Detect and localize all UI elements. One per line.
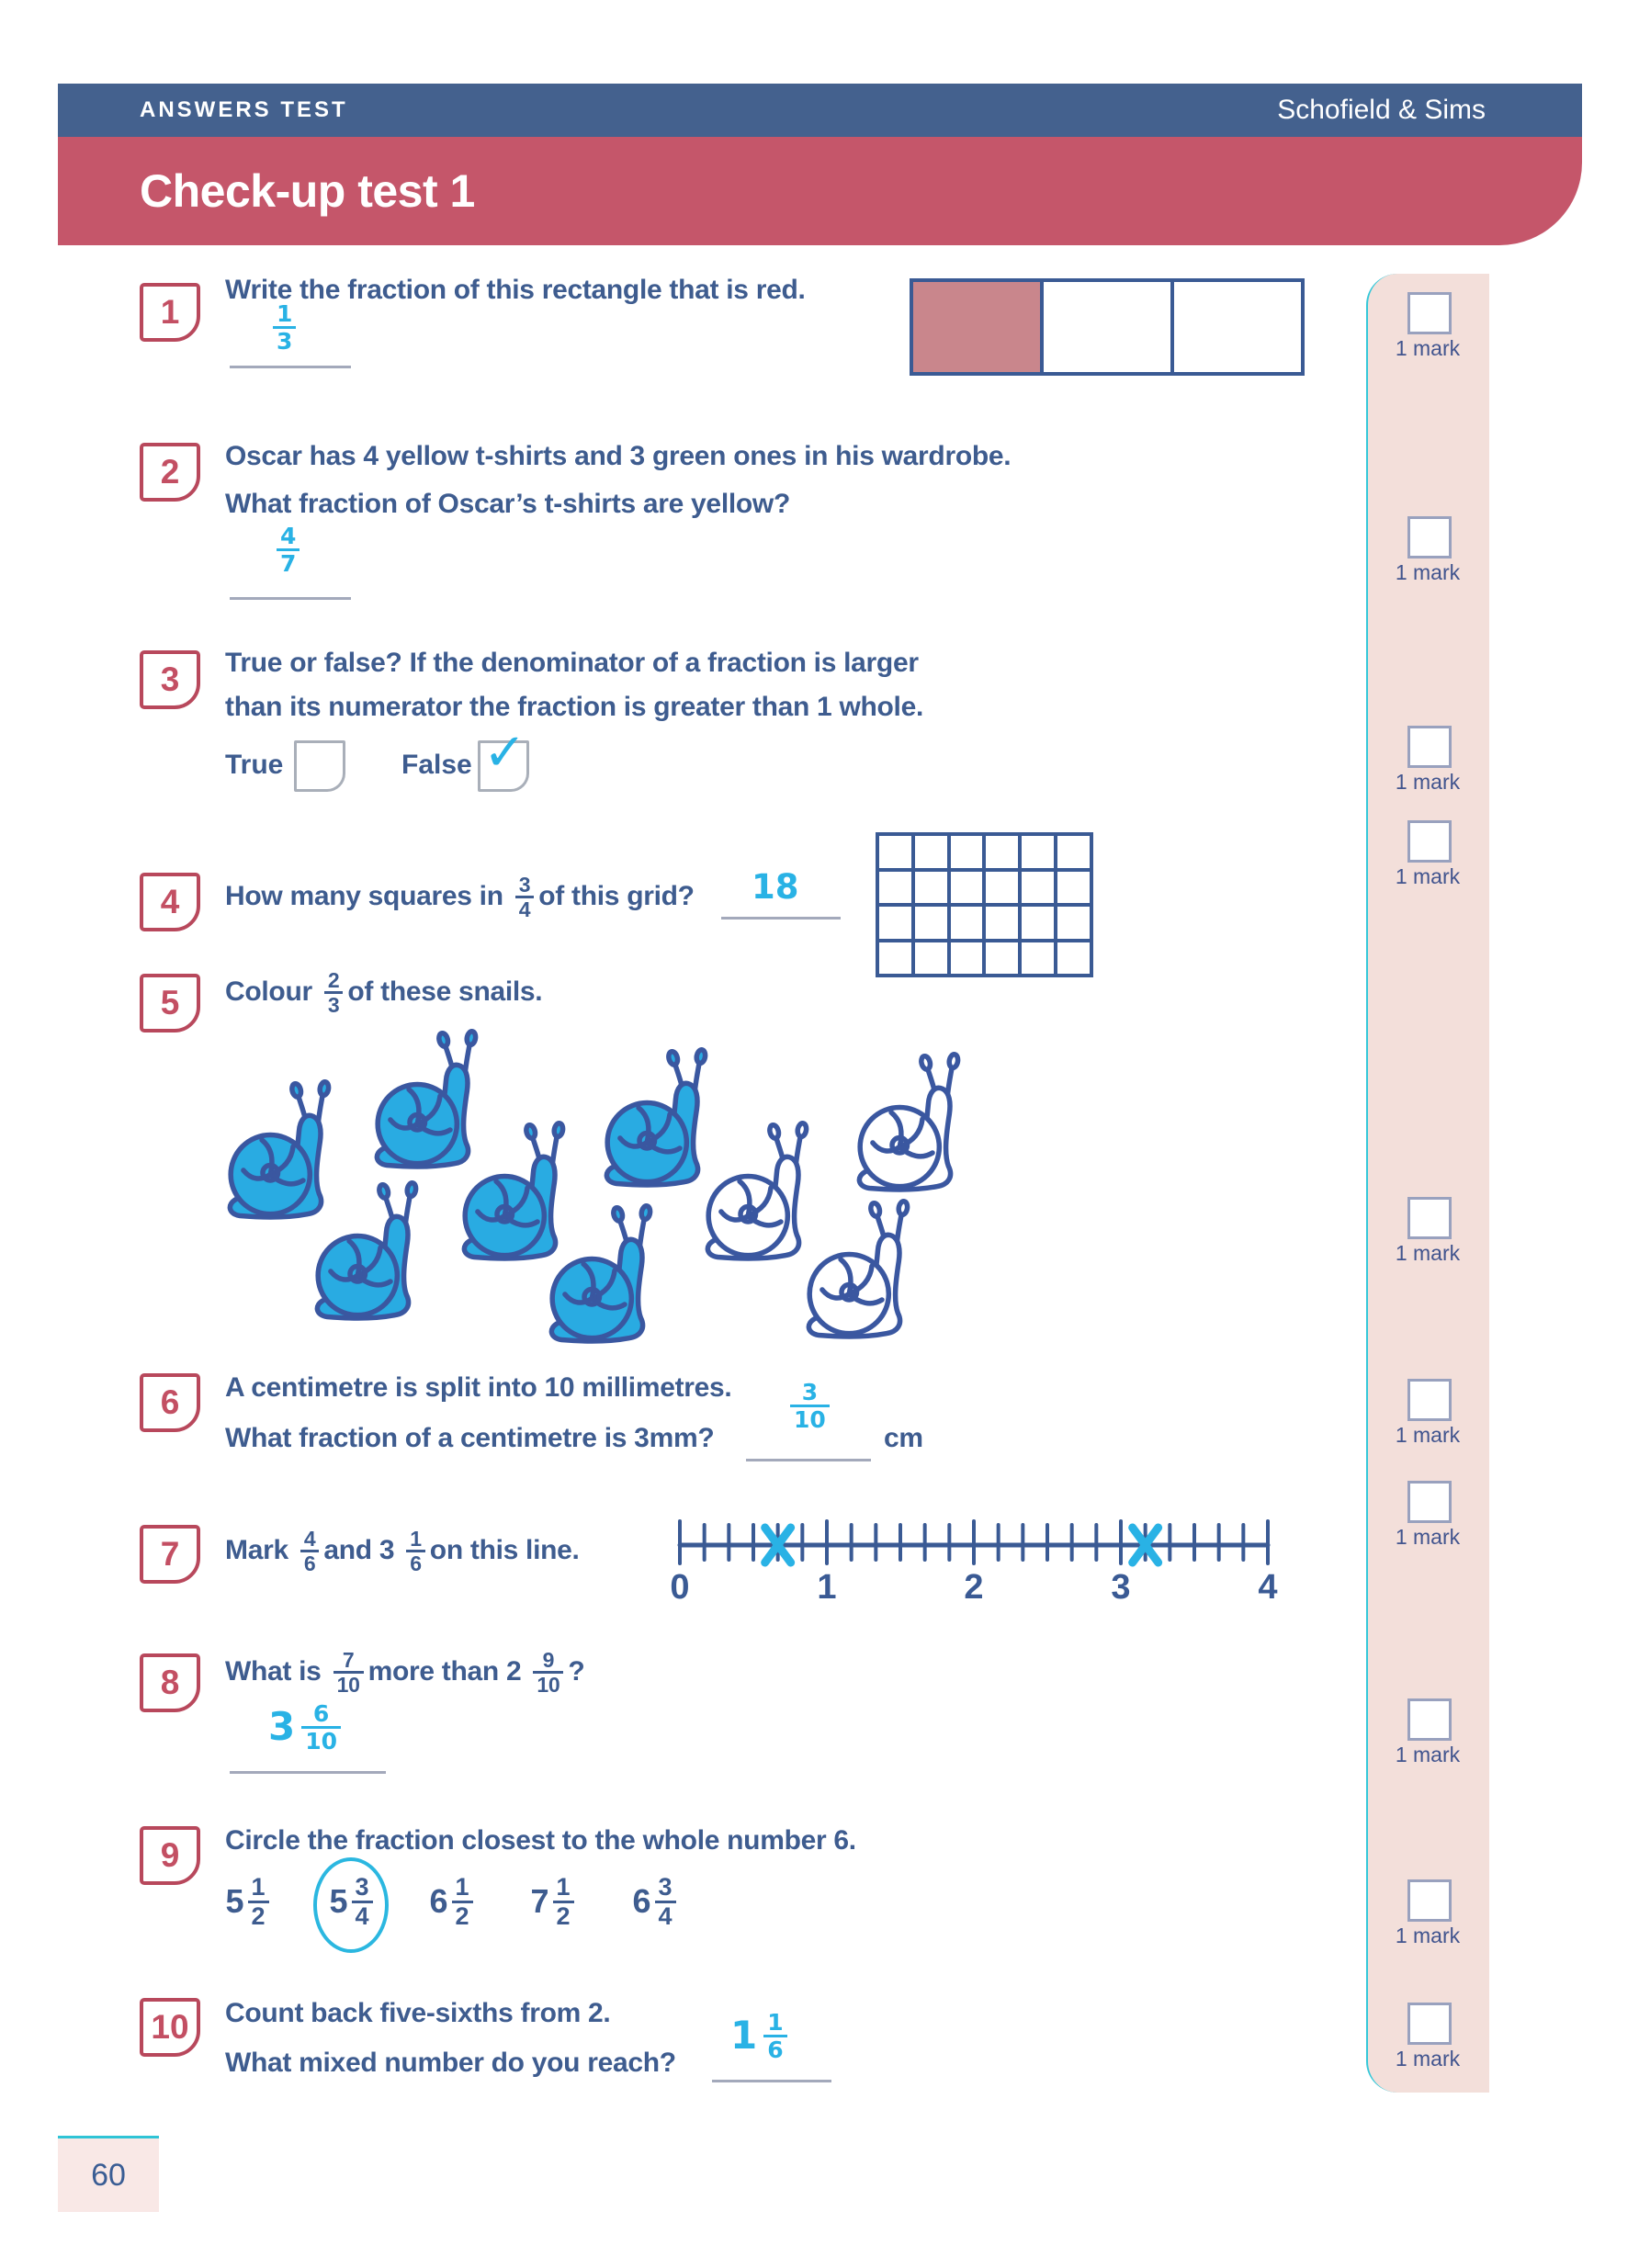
grid-cell xyxy=(879,907,911,939)
question-10-text-line2: What mixed number do you reach? xyxy=(225,2048,676,2078)
mark-label: 1 mark xyxy=(1395,1924,1461,1947)
mark-label: 1 mark xyxy=(1395,1241,1461,1265)
fraction: $\frac{3}{4}$ xyxy=(515,874,535,921)
question-3-text-line2: than its numerator the fraction is greater than 1 whole. xyxy=(225,692,924,722)
check-icon: ✓ xyxy=(483,723,526,783)
mark-label: 1 mark xyxy=(1395,770,1461,794)
question-4-text: How many squares in $\frac{3}{4}$ of this grid? xyxy=(225,872,695,921)
grid-cell xyxy=(915,907,947,939)
fraction: $\frac{3}{4}$ xyxy=(352,1875,373,1929)
mark-label: 1 mark xyxy=(1395,1423,1461,1447)
question-1-answer-line xyxy=(230,366,351,368)
mark-checkbox[interactable] xyxy=(1407,1379,1452,1421)
question-7-number: 7 xyxy=(140,1525,200,1584)
mark-checkbox[interactable] xyxy=(1407,292,1452,334)
mark-label: 1 mark xyxy=(1395,1525,1461,1549)
fraction: $\frac{6}{10}$ xyxy=(301,1702,341,1753)
question-6-answer-line xyxy=(746,1459,871,1461)
grid-cell xyxy=(951,836,983,868)
fraction: $\frac{2}{3}$ xyxy=(324,970,344,1017)
question-2-text-line2: What fraction of Oscar’s t-shirts are yellow? xyxy=(225,489,790,519)
question-2-text-line1: Oscar has 4 yellow t-shirts and 3 green ones in his wardrobe. xyxy=(225,441,1012,471)
question-10-answer: 1 $\frac{1}{6}$ xyxy=(730,2010,792,2060)
grid-cell xyxy=(1057,942,1090,975)
number-line-label: 3 xyxy=(1111,1568,1131,1607)
grid-cell xyxy=(915,836,947,868)
grid-cell xyxy=(1057,872,1090,904)
grid-cell xyxy=(986,872,1018,904)
question-2-answer xyxy=(272,523,304,577)
grid-cell xyxy=(986,907,1018,939)
number-line-svg xyxy=(669,1497,1283,1608)
fraction: $\frac{4}{7}$ xyxy=(277,525,300,575)
snail-icon[interactable] xyxy=(306,1180,435,1332)
grid-cell xyxy=(879,836,911,868)
fraction: $\frac{1}{2}$ xyxy=(248,1875,269,1929)
question-8-text: What is $\frac{7}{10}$ more than 2 $\frac{9}{10}$ ? xyxy=(225,1647,585,1697)
snail-uncoloured xyxy=(848,1052,977,1203)
snail-icon[interactable] xyxy=(540,1203,669,1355)
fraction: $\frac{1}{6}$ xyxy=(763,2011,786,2061)
series-label: ANSWERS TEST xyxy=(140,97,348,122)
question-6-text-line2: What fraction of a centimetre is 3mm? xyxy=(225,1423,715,1453)
question-4-number: 4 xyxy=(140,873,200,931)
mark-checkbox[interactable] xyxy=(1407,1197,1452,1239)
question-9-number: 9 xyxy=(140,1826,200,1885)
grid-cell xyxy=(915,872,947,904)
rectangle-cell xyxy=(1170,278,1305,376)
question-4-answer: 18 xyxy=(752,867,799,907)
fraction-option[interactable]: 6 $\frac{3}{4}$ xyxy=(604,1857,705,1946)
grid-cell xyxy=(951,872,983,904)
mark-checkbox[interactable] xyxy=(1407,1698,1452,1741)
mark-checkbox[interactable] xyxy=(1407,516,1452,559)
title-banner xyxy=(58,137,1582,245)
fraction-option[interactable]: 5 $\frac{3}{4}$ xyxy=(300,1857,401,1946)
question-5-text: Colour $\frac{2}{3}$ of these snails. xyxy=(225,967,543,1017)
fraction-option[interactable]: 7 $\frac{1}{2}$ xyxy=(502,1857,603,1946)
rectangle-cell xyxy=(1040,278,1174,376)
fraction: $\frac{9}{10}$ xyxy=(533,1650,563,1697)
question-9-text: Circle the fraction closest to the whole number 6. xyxy=(225,1825,856,1856)
grid-cell xyxy=(1022,942,1054,975)
grid-cell xyxy=(951,942,983,975)
grid-cell xyxy=(1057,907,1090,939)
question-6-answer xyxy=(786,1379,834,1433)
fraction-option[interactable]: 6 $\frac{1}{2}$ xyxy=(401,1857,502,1946)
snail-coloured xyxy=(306,1180,435,1332)
question-10-number: 10 xyxy=(140,1998,200,2057)
true-label: True xyxy=(225,750,284,780)
grid-cell xyxy=(915,942,947,975)
snail-coloured xyxy=(540,1203,669,1355)
question-2-number: 2 xyxy=(140,443,200,502)
page-number: 60 xyxy=(58,2136,159,2212)
mark-label: 1 mark xyxy=(1395,2047,1461,2071)
grid-cell xyxy=(879,942,911,975)
grid-cell xyxy=(1022,872,1054,904)
grid-cell xyxy=(986,836,1018,868)
number-line xyxy=(669,1497,1283,1612)
rectangle-cell-red xyxy=(910,278,1044,376)
number-line-label: 1 xyxy=(817,1568,837,1607)
fraction: $\frac{1}{2}$ xyxy=(452,1875,473,1929)
grid-cell xyxy=(1022,836,1054,868)
question-1-text: Write the fraction of this rectangle that is red. xyxy=(225,275,806,305)
question-8-answer-line xyxy=(230,1771,386,1774)
grid-cell xyxy=(951,907,983,939)
question-1-number: 1 xyxy=(140,283,200,342)
question-10-text-line1: Count back five-sixths from 2. xyxy=(225,1998,611,2028)
mark-label: 1 mark xyxy=(1395,1743,1461,1766)
snail-icon[interactable] xyxy=(848,1052,977,1203)
mark-checkbox[interactable] xyxy=(1407,1879,1452,1922)
question-5-number: 5 xyxy=(140,974,200,1032)
question-7-text: Mark $\frac{4}{6}$ and 3 $\frac{1}{6}$ on this line. xyxy=(225,1526,580,1575)
snail-icon[interactable] xyxy=(797,1199,926,1350)
fraction: $\frac{3}{10}$ xyxy=(790,1381,830,1431)
fraction: $\frac{1}{3}$ xyxy=(273,302,296,353)
question-8-answer: 3 $\frac{6}{10}$ xyxy=(268,1701,345,1752)
squares-grid xyxy=(876,832,1093,977)
number-line-label: 4 xyxy=(1258,1568,1278,1607)
snails-illustration xyxy=(184,1024,1112,1364)
fraction-option[interactable]: 5 $\frac{1}{2}$ xyxy=(197,1857,298,1946)
page-title: Check-up test 1 xyxy=(140,165,475,217)
mark-checkbox[interactable] xyxy=(1407,820,1452,863)
mark-label: 1 mark xyxy=(1395,336,1461,360)
mark-checkbox[interactable] xyxy=(1407,726,1452,768)
question-6-unit-label: cm xyxy=(884,1423,923,1453)
grid-cell xyxy=(1022,907,1054,939)
number-line-label: 2 xyxy=(964,1568,984,1607)
grid-cell xyxy=(879,872,911,904)
question-10-answer-line xyxy=(712,2080,831,2082)
fraction: $\frac{4}{6}$ xyxy=(300,1529,320,1575)
question-8-number: 8 xyxy=(140,1653,200,1712)
fraction: $\frac{1}{2}$ xyxy=(553,1875,574,1929)
publisher-name: Schofield & Sims xyxy=(1277,95,1486,125)
question-3-number: 3 xyxy=(140,650,200,709)
mark-checkbox[interactable] xyxy=(1407,1481,1452,1523)
fraction: $\frac{3}{4}$ xyxy=(655,1875,676,1929)
header-bar xyxy=(58,84,1582,137)
fraction-rectangle xyxy=(910,278,1305,376)
question-3-text-line1: True or false? If the denominator of a fraction is larger xyxy=(225,648,919,678)
false-label: False xyxy=(401,750,472,780)
grid-cell xyxy=(1057,836,1090,868)
grid-cell xyxy=(986,942,1018,975)
mark-label: 1 mark xyxy=(1395,560,1461,584)
question-1-answer xyxy=(268,300,300,355)
question-4-answer-line xyxy=(721,917,841,920)
fraction: $\frac{1}{6}$ xyxy=(406,1529,425,1575)
mark-label: 1 mark xyxy=(1395,864,1461,888)
question-6-number: 6 xyxy=(140,1373,200,1432)
true-checkbox[interactable] xyxy=(294,740,345,792)
number-line-label: 0 xyxy=(670,1568,690,1607)
question-6-text-line1: A centimetre is split into 10 millimetres. xyxy=(225,1372,732,1403)
question-2-answer-line xyxy=(230,597,351,600)
fraction: $\frac{7}{10}$ xyxy=(333,1650,364,1697)
snail-uncoloured xyxy=(797,1199,926,1350)
mark-checkbox[interactable] xyxy=(1407,2003,1452,2045)
